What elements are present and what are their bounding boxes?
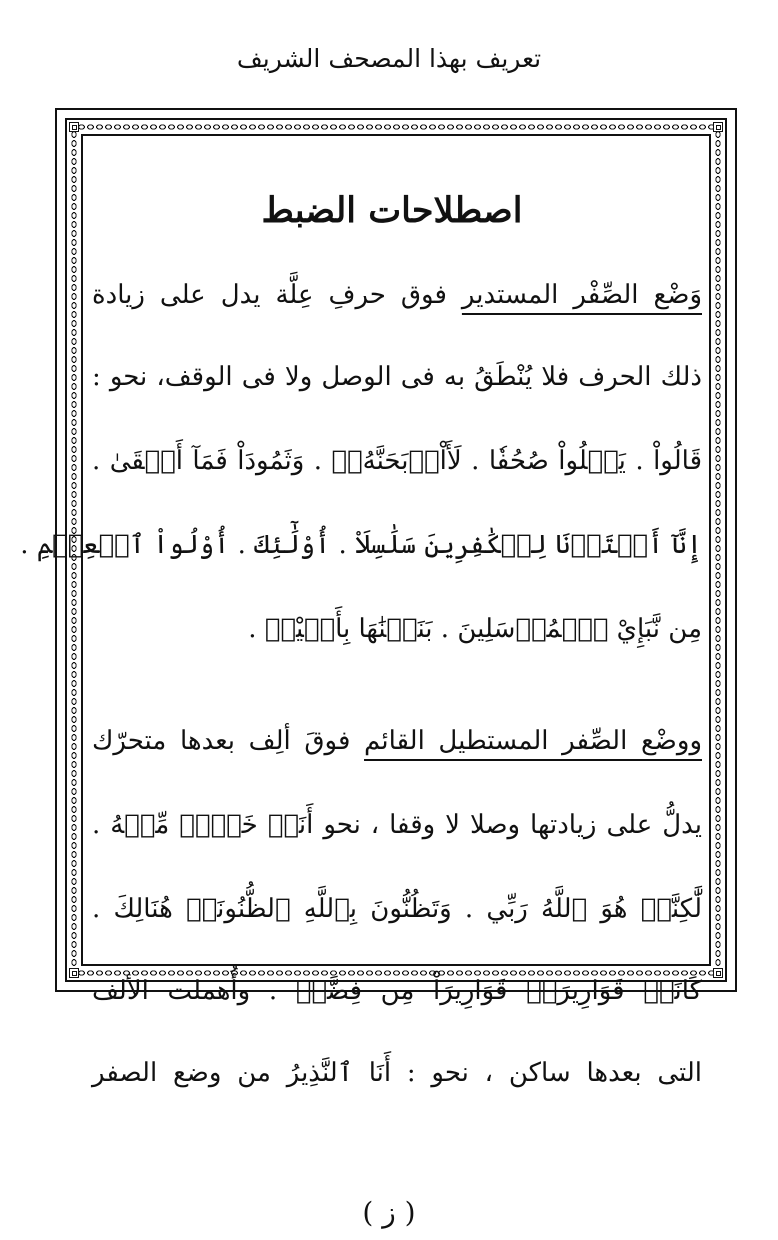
quran-example-line: لَّٰكِنَّا۠ هُوَ ٱللَّهُ رَبِّي . وَتَظُنُّونَ بِٱللَّهِ ٱلظُّنُونَا۠ هُنَالِكَ . <box>92 894 702 924</box>
text-line <box>92 280 702 310</box>
text-line: ذلك الحرف فلا يُنْطَقُ به فى الوصل ولا فى الوقف، نحو : <box>92 362 702 392</box>
quran-example-line: إِنَّآ أَعۡتَدۡنَا لِلۡكَٰفِرِينَ سَلَٰسِلَاْ . أُوْلَٰٓئِكَ . أُوْلُواْ ٱلۡعِلۡمِ . <box>20 530 702 560</box>
underlined-term: وَضْع الصِّفْر المستدير <box>461 280 702 310</box>
page-number: ( ز ) <box>362 1196 416 1229</box>
line-text: فوقَ ألِف بعدها متحرّك <box>92 726 365 756</box>
quran-example-line: كَانَتۡ قَوَارِيرَا۠ قَوَارِيرَاْ مِن فِضَّةٖ . وأُهملت الألف <box>92 976 702 1006</box>
running-head: تعريف بهذا المصحف الشريف <box>236 44 542 73</box>
corner-ornament-bottom-left <box>69 968 79 978</box>
text-line <box>92 726 702 756</box>
line-text: فوق حرفِ عِلَّة يدل على زيادة <box>92 280 462 310</box>
text-line: يدلُّ على زيادتها وصلا لا وقفا ، نحو أَنَا۠ خَيۡرٞ مِّنۡهُ . <box>92 810 702 840</box>
underlined-term: ووضْع الصِّفر المستطيل القائم <box>364 726 702 756</box>
section-title: اصطلاحات الضبط <box>261 190 523 231</box>
corner-ornament-top-right <box>713 122 723 132</box>
page-content <box>20 120 702 1088</box>
corner-ornament-top-left <box>69 122 79 132</box>
text-line: التى بعدها ساكن ، نحو : أَنَا ٱلنَّذِيرُ من وضع الصفر <box>92 1058 702 1088</box>
corner-ornament-bottom-right <box>713 968 723 978</box>
quran-example-line: مِن نَّبَإِيْ ٱلۡمُرۡسَلِينَ . بَنَيۡنَٰهَا بِأَيۡيْدٖ . <box>248 614 702 644</box>
quran-example-line: قَالُواْ . يَتۡلُواْ صُحُفٗا . لَأَاْذۡبَحَنَّهُۥٓ . وَثَمُودَاْ فَمَآ أَبۡقَىٰ . <box>92 446 702 476</box>
chain-border-right <box>713 130 723 970</box>
